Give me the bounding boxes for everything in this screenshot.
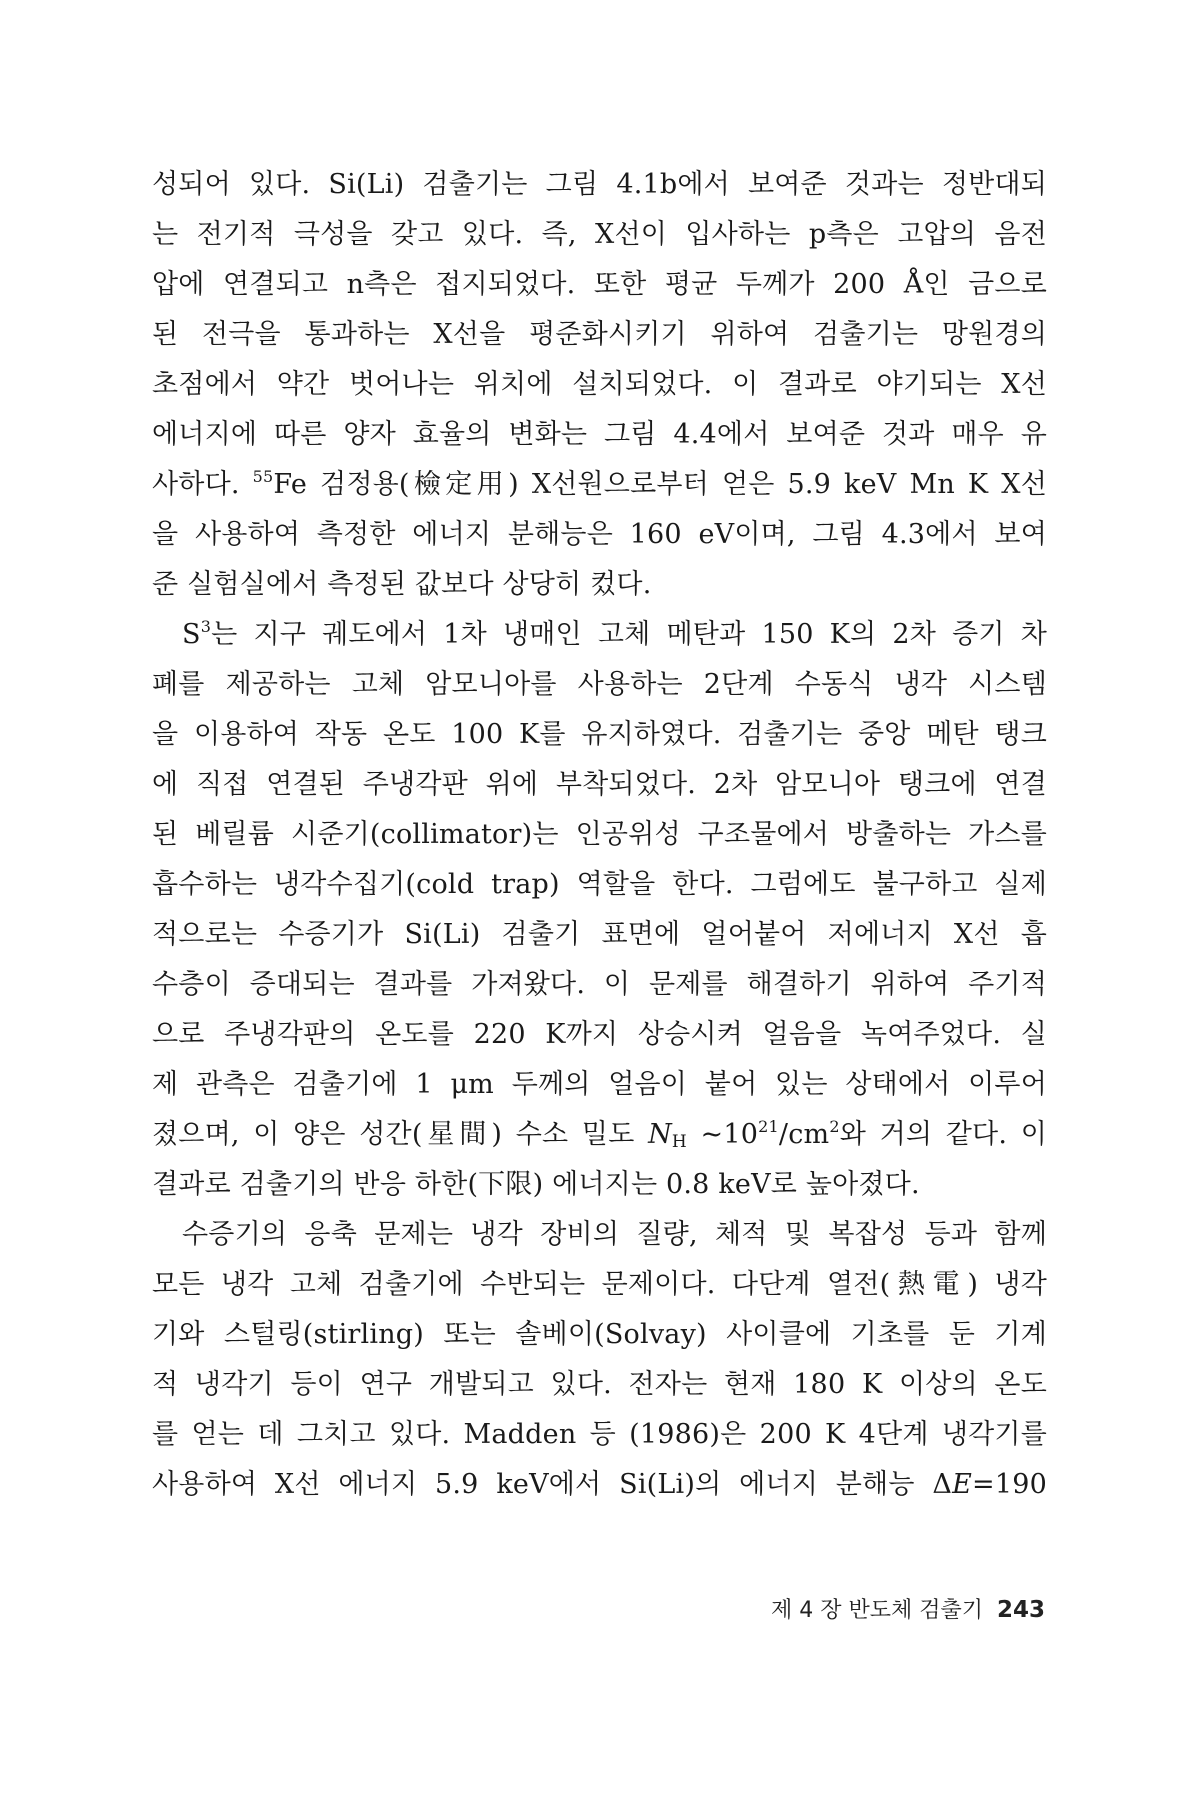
superscript: 3 (200, 617, 212, 636)
text-line: 에너지에 따른 양자 효율의 변화는 그림 4.4에서 보여준 것과 매우 유 (152, 419, 1047, 450)
text-line: 흡수하는 냉각수집기(cold trap) 역할을 한다. 그럼에도 불구하고 실제 (152, 869, 1047, 900)
text-line: 을 이용하여 작동 온도 100 K를 유지하였다. 검출기는 중앙 메탄 탱크 (152, 719, 1047, 750)
superscript: 2 (829, 1117, 840, 1136)
page-number: 243 (996, 1597, 1045, 1623)
paragraph-end-line: 결과로 검출기의 반응 하한(下限) 에너지는 0.8 keV로 높아졌다. (152, 1169, 920, 1200)
text-line: 에 직접 연결된 주냉각판 위에 부착되었다. 2차 암모니아 탱크에 연결 (152, 769, 1047, 800)
text-line: 수층이 증대되는 결과를 가져왔다. 이 문제를 해결하기 위하여 주기적 (152, 969, 1047, 1000)
text-segment: /cm (778, 1119, 830, 1150)
math-variable: N (648, 1119, 672, 1150)
text-segment: 사하다. (152, 469, 253, 500)
text-line: 는 전기적 극성을 갖고 있다. 즉, X선이 입사하는 p측은 고압의 음전 (152, 219, 1047, 250)
text-line (152, 460, 1047, 510)
body-text (152, 160, 1047, 1510)
page-footer (771, 1594, 1045, 1626)
text-line: 폐를 제공하는 고체 암모니아를 사용하는 2단계 수동식 냉각 시스템 (152, 669, 1047, 700)
text-line: 을 사용하여 측정한 에너지 분해능은 160 eV이며, 그림 4.3에서 보여 (152, 519, 1047, 550)
paragraph-start-line: 수증기의 응축 문제는 냉각 장비의 질량, 체적 및 복잡성 등과 함께 (182, 1219, 1047, 1250)
text-line: 초점에서 약간 벗어나는 위치에 설치되었다. 이 결과로 야기되는 X선 (152, 369, 1047, 400)
text-line: 제 관측은 검출기에 1 μm 두께의 얼음이 붙어 있는 상태에서 이루어 (152, 1069, 1047, 1100)
text-segment: Fe 검정용(檢定用) X선원으로부터 얻은 5.9 keV Mn K X선 (273, 469, 1047, 500)
text-segment: 졌으며, 이 양은 성간(星間) 수소 밀도 (152, 1119, 649, 1150)
running-head: 제 4 장 반도체 검출기 (770, 1598, 983, 1623)
paragraph-end-line: 준 실험실에서 측정된 값보다 상당히 컸다. (152, 569, 652, 600)
text-line: 성되어 있다. Si(Li) 검출기는 그림 4.1b에서 보여준 것과는 정반대되 (152, 169, 1047, 200)
text-segment: 와 거의 같다. 이 (839, 1119, 1047, 1150)
text-line: 기와 스털링(stirling) 또는 솔베이(Solvay) 사이클에 기초를 둔 기계 (152, 1319, 1047, 1350)
text-line (152, 1110, 1047, 1160)
text-segment: S (182, 619, 201, 650)
text-segment: ~10 (686, 1119, 759, 1150)
paragraph-start-line (152, 610, 1047, 660)
text-line: 된 베릴륨 시준기(collimator)는 인공위성 구조물에서 방출하는 가스를 (152, 819, 1047, 850)
text-line: 적으로는 수증기가 Si(Li) 검출기 표면에 얼어붙어 저에너지 X선 흡 (152, 919, 1047, 950)
text-line: 으로 주냉각판의 온도를 220 K까지 상승시켜 얼음을 녹여주었다. 실 (152, 1019, 1047, 1050)
superscript: 55 (252, 467, 274, 486)
superscript: 21 (758, 1117, 779, 1136)
text-segment: 는 지구 궤도에서 1차 냉매인 고체 메탄과 150 K의 2차 증기 차 (211, 619, 1047, 650)
text-line: 적 냉각기 등이 연구 개발되고 있다. 전자는 현재 180 K 이상의 온도 (152, 1369, 1047, 1400)
text-line: 사용하여 X선 에너지 5.9 keV에서 Si(Li)의 에너지 분해능 ΔE=190 (152, 1469, 1047, 1500)
subscript: H (671, 1132, 687, 1152)
text-line: 를 얻는 데 그치고 있다. Madden 등 (1986)은 200 K 4단계 냉각기를 (152, 1419, 1047, 1450)
math-variable: E (952, 1469, 973, 1500)
text-line: 된 전극을 통과하는 X선을 평준화시키기 위하여 검출기는 망원경의 (152, 319, 1047, 350)
text-line: 모든 냉각 고체 검출기에 수반되는 문제이다. 다단계 열전(熱電) 냉각 (152, 1269, 1047, 1300)
text-line: 압에 연결되고 n측은 접지되었다. 또한 평균 두께가 200 Å인 금으로 (152, 269, 1047, 300)
